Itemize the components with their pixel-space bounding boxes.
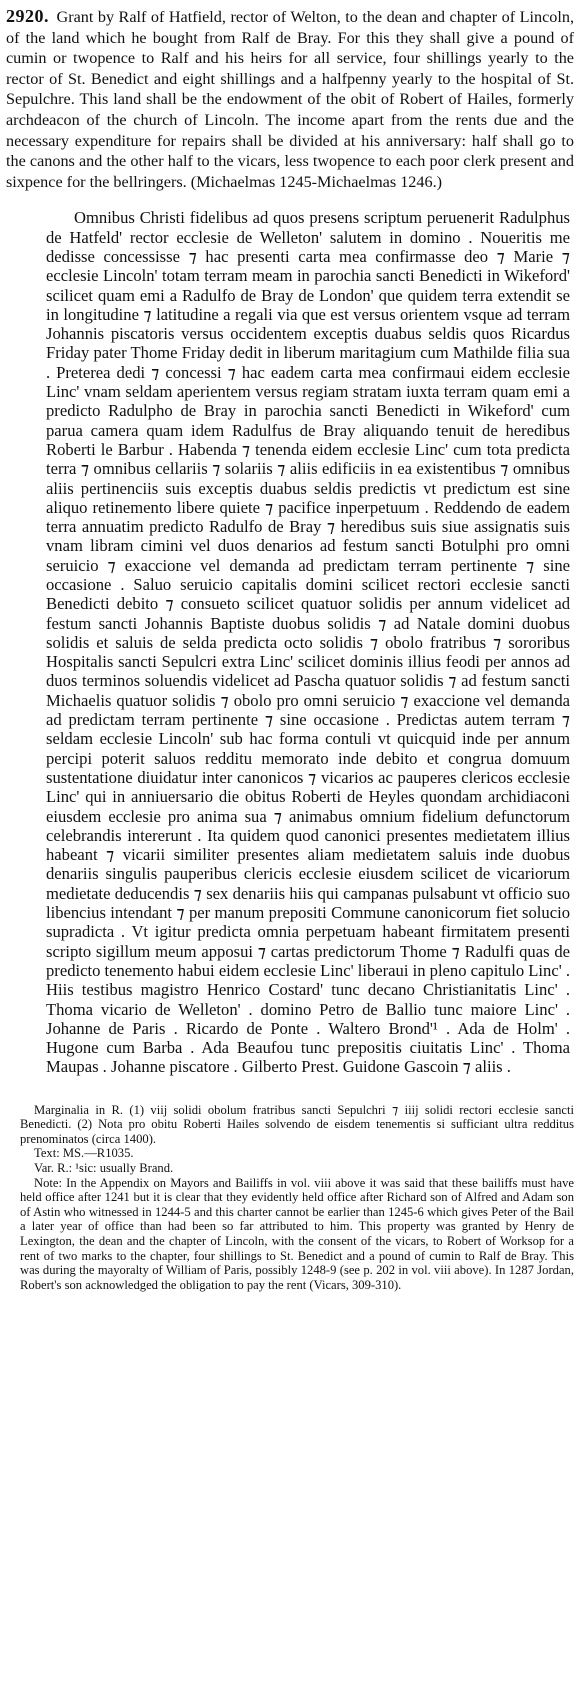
- apparatus-notes: [6, 1103, 574, 1293]
- text-source-note: Text: MS.—R1035.: [34, 1146, 134, 1161]
- editorial-note: Note: In the Appendix on Mayors and Bailiffs in vol. viii above it was said that these bailiffs must have held office after 1241 but it is clear that they evidently held office after Richard son of Alfred and Adam son of Astin who witnessed in 1244-5 and this charter cannot be earlier than 1245-6 which gives Peter of the Bail a later year of office than had been so far attributed to him. This property was granted by Henry de Lexington, the dean and the chapter of Lincoln, with the consent of the vicars, to Robert of Worksop for a rent of two marks to the chapter, four shillings to St. Benedict and a pound of cumin to Ralf de Bray. This was during the mayoralty of William of Paris, possibly 1248-9 (see p. 202 in vol. viii above). In 1287 Jordan, Robert's son acknowledged the obligation to pay the rent (Vicars, 309-310).: [20, 1175, 574, 1292]
- charter-text: Omnibus Christi fidelibus ad quos presens scriptum peruenerit Radulphus de Hatfeld' rector ecclesie de Welleton' salutem in domino . Noueritis me dedisse concessisse ⁊ hac presenti carta mea confirmasse deo ⁊ Marie ⁊ ecclesie Lincoln' totam terram meam in parochia sancti Benedicti in Wikeford' scilicet quam emi a Radulfo de Bray de London' que quidem terra extendit se in longitudine ⁊ latitudine a regali via que est versus orientem vsque ad terram Johannis piscatoris versus occidentem exceptis duabus seldis quos Ricardus Friday pater Thome Friday dedit in liberum maritagium cum Mathilde filia sua . Preterea dedi ⁊ concessi ⁊ hac eadem carta mea confirmaui eidem ecclesie Linc' vnam seldam aperientem versus regiam stratam iuxta terram quam emi a predicto Radulpho de Bray in parochia sancti Benedicti in Wikeford' cum parua camera quam idem Radulfus de Bray aliquando tenuit de heredibus Roberti le Barbur . Habenda ⁊ tenenda eidem ecclesie Linc' cum tota predicta terra ⁊ omnibus cellariis ⁊ solariis ⁊ aliis edificiis in ea existentibus ⁊ omnibus aliis pertinenciis suis exceptis duabus seldis predictis vt predictum est sine aliquo retinemento libere quiete ⁊ pacifice inperpetuum . Reddendo de eadem terra annuatim predicto Radulfo de Bray ⁊ heredibus suis siue assignatis suis vnam libram cimini vel duos denarios ad festum sancti Botulphi pro omni seruicio ⁊ exaccione vel demanda ad predictam terram pertinente ⁊ sine occasione . Saluo seruicio capitalis domini scilicet rectori ecclesie sancti Benedicti debito ⁊ consueto scilicet quatuor solidis per annum videlicet ad festum sancti Johannis Baptiste duobus solidis ⁊ ad Natale domini duobus solidis et saluis de selda predicta octo solidis ⁊ obolo fratribus ⁊ sororibus Hospitalis sancti Sepulcri extra Linc' scilicet dominis illius feodi per annos ad duos terminos soluendis videlicet ad Pascha quatuor solidis ⁊ ad festum sancti Michaelis quatuor solidis ⁊ obolo pro omni seruicio ⁊ exaccione vel demanda ad predictam terram pertinente ⁊ sine occasione . Predictas autem terram ⁊ seldam ecclesie Lincoln' sub hac forma contuli vt quicquid inde per annum percipi poterit saluos redditu memorato inde debito et congrua domuum sustentatione diuidatur inter canonicos ⁊ vicarios ac pauperes clericos ecclesie Linc' qui in anniuersario die obitus Roberti de Heyles quondam archidiaconi eiusdem ecclesie pro anima sua ⁊ animabus omnium fidelium defunctorum celebrandis intererunt . Ita quidem quod canonici presentes medietatem illius habeant ⁊ vicarii similiter presentes aliam medietatem saluis inde duobus denariis singulis pauperibus clericis ecclesie eiusdem scilicet de vicariorum medietate deducendis ⁊ sex denariis hiis qui campanas pulsabunt vt officio suo libencius intendant ⁊ per manum prepositi Commune canonicorum fiet solucio supradicta . Vt igitur predicta omnia perpetuam habeant firmitatem presenti scripto sigillum meum apposui ⁊ cartas predictorum Thome ⁊ Radulfi quas de predicto tenemento habui eidem ecclesie Linc' liberaui in pleno capitulo Linc' . Hiis testibus magistro Henrico Costard' tunc decano Christianitatis Linc' . Thoma vicario de Welleton' . domino Petro de Ballio tunc maiore Linc' . Johanne de Paris . Ricardo de Ponte . Waltero Brond'¹ . Ada de Holm' . Hugone cum Barba . Ada Beaufou tunc prepositis ciuitatis Linc' . Thoma Maupas . Johanne piscatore . Gilberto Prest. Guidone Gascoin ⁊ aliis .: [46, 208, 570, 1077]
- document-page: [6, 6, 574, 1292]
- marginalia-note: Marginalia in R. (1) viij solidi obolum fratribus sancti Sepulchri ⁊ iiij solidi rectori ecclesie sancti Benedicti. (2) Nota pro obitu Roberti Hailes solvendo de eisdem tenementis si sufficiant ultra redditus prenominatos (circa 1400).: [20, 1102, 574, 1146]
- entry-summary: [6, 6, 574, 192]
- entry-number: 2920.: [6, 6, 49, 26]
- entry-summary-text: Grant by Ralf of Hatfield, rector of Welton, to the dean and chapter of Lincoln, of the land which he bought from Ralf de Bray. For this they shall give a pound of cumin or twopence to Ralf and his heirs for all service, four shillings yearly to the rector of St. Benedict and eight shillings and a halfpenny yearly to the hospital of St. Sepulchre. This land shall be the endowment of the obit of Robert of Hailes, formerly archdeacon of the church of Lincoln. The income apart from the rents due and the necessary expenditure for repairs shall be divided at his anniversary: half shall go to the canons and the other half to the vicars, less twopence to each poor clerk present and sixpence for the bellringers. (Michaelmas 1245-Michaelmas 1246.): [6, 8, 574, 191]
- variant-note: Var. R.: ¹sic: usually Brand.: [34, 1161, 174, 1176]
